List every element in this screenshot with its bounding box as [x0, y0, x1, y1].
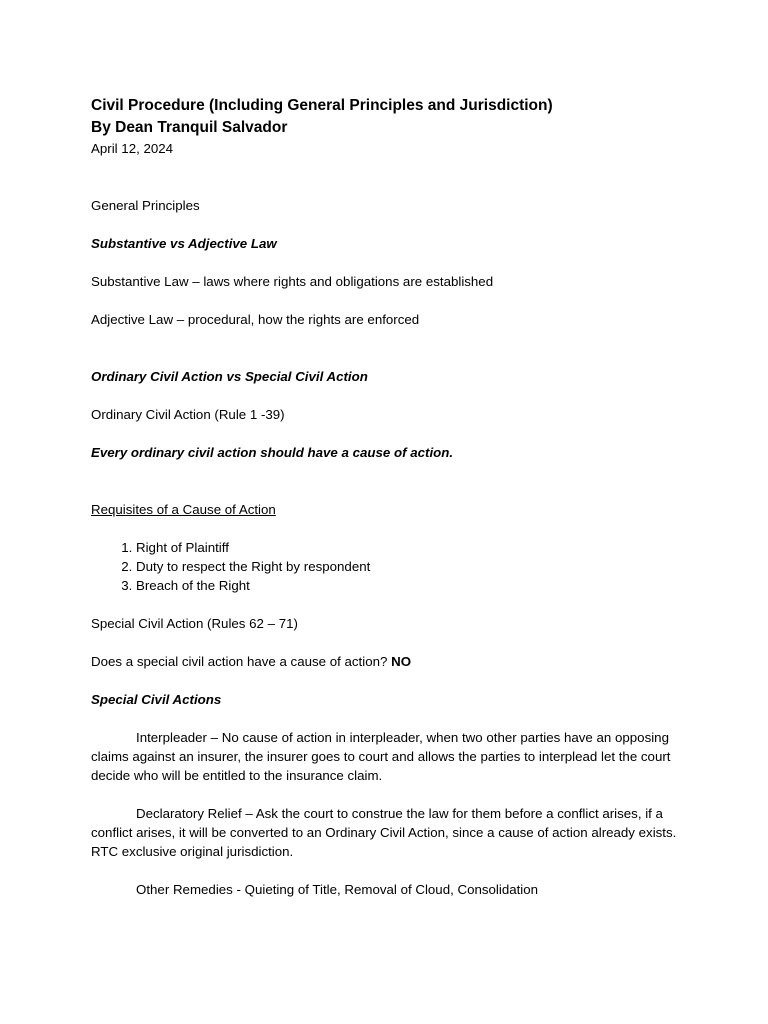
- heading-substantive-vs-adjective: Substantive vs Adjective Law: [91, 236, 277, 251]
- adjective-law-paragraph: Adjective Law – procedural, how the rights are enforced: [91, 312, 420, 327]
- question-text: Does a special civil action have a cause of action?: [91, 654, 388, 669]
- list-item: 2. Duty to respect the Right by respondent: [136, 557, 681, 576]
- document-date: April 12, 2024: [91, 141, 174, 156]
- document-title: Civil Procedure (Including General Principles and Jurisdiction): [91, 97, 553, 114]
- section-general-principles: General Principles: [91, 198, 200, 213]
- special-civil-action-paragraph: Special Civil Action (Rules 62 – 71): [91, 616, 298, 631]
- answer-text: NO: [391, 654, 412, 669]
- heading-special-civil-actions: Special Civil Actions: [91, 692, 222, 707]
- declaratory-relief-paragraph: Declaratory Relief – Ask the court to construe the law for them before a conflict arises, if a conflict arises, it will be converted to an Ordinary Civil Action, since a cause of action already exists. RTC exclusive original jurisdiction.: [91, 806, 677, 859]
- interpleader-paragraph: Interpleader – No cause of action in interpleader, when two other parties have an opposing claims against an insurer, the insurer goes to court and allows the parties to interplead let the court decide who will be entitled to the insurance claim.: [91, 730, 671, 783]
- question-paragraph: [91, 652, 681, 671]
- ordinary-civil-action-paragraph: Ordinary Civil Action (Rule 1 -39): [91, 407, 285, 422]
- every-ordinary-statement: Every ordinary civil action should have a cause of action.: [91, 445, 454, 460]
- document-author: By Dean Tranquil Salvador: [91, 119, 288, 136]
- substantive-law-paragraph: Substantive Law – laws where rights and obligations are established: [91, 274, 494, 289]
- document-body: [91, 95, 681, 899]
- list-item: 3. Breach of the Right: [136, 576, 681, 595]
- requisites-list: [91, 538, 681, 595]
- other-remedies-paragraph: Other Remedies - Quieting of Title, Removal of Cloud, Consolidation: [136, 882, 539, 897]
- heading-ordinary-vs-special: Ordinary Civil Action vs Special Civil Action: [91, 369, 368, 384]
- requisites-heading: Requisites of a Cause of Action: [91, 502, 276, 517]
- list-item: 1. Right of Plaintiff: [136, 538, 681, 557]
